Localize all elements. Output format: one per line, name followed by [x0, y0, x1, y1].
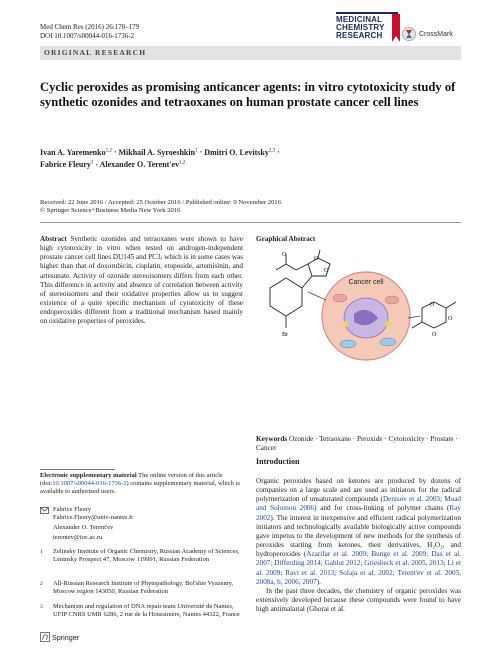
copyright-line: © Springer Science+Business Media New York 2016 [40, 207, 181, 215]
citation-link[interactable]: Moad and Solomon 2006 [256, 495, 461, 513]
atom-label: O [282, 252, 287, 258]
atom-label: O [324, 268, 329, 274]
footnote-rule [40, 469, 115, 470]
abstract-label: Abstract [40, 235, 67, 243]
atom-label: O [430, 302, 435, 308]
article-title: Cyclic peroxides as promising anticancer agents: in vitro cytotoxicity study of synthetic ozonides and tetraoxanes on human prostate cancer cell lines [40, 80, 456, 109]
author[interactable]: Mikhail A. Syroeshkin$^1$ [118, 147, 198, 157]
contact-email[interactable]: Fabrice.Fleury@univ-nantes.fr [53, 514, 134, 521]
contact-name: Fabrice Fleury [53, 506, 92, 513]
journal-citation [40, 23, 139, 41]
contact-email[interactable]: terentev@ioc.ac.ru [53, 534, 103, 541]
doi-link[interactable]: 10.1007/s00044-016-1736-2 [52, 480, 127, 487]
logo-line-3: RESEARCH [336, 31, 383, 40]
contact-name: Alexander O. Terent'ev [53, 524, 114, 531]
ozonide-structure [270, 250, 330, 328]
journal-line: Med Chem Res (2016) 26:170–179 [40, 23, 140, 31]
publisher-mark [40, 632, 79, 642]
supplementary-note: Electronic supplementary material The online version of this article (doi:10.1007/s00044-016-1736-2) contains supplementary material, which is available to authorized users. [40, 472, 240, 495]
author[interactable]: Ivan A. Yaremenko$^{1,2}$ [40, 147, 112, 157]
crossmark-badge[interactable] [402, 27, 453, 41]
atom-label: O [432, 332, 437, 338]
divider [40, 222, 461, 223]
abstract [40, 235, 243, 327]
publisher-name: Springer [52, 632, 80, 642]
author[interactable]: Fabrice Fleury$^3$ [40, 160, 94, 170]
introduction-text: Organic peroxides based on ketones are produced by dozens of companies on a large scale and are used as initiators for the radical polymerization of unsaturated compounds (Denisov et al. 2003; Moad and Solomon 2006) and for cross-linking of polymer chains (Ray 2002). The interest in inexpensive and efficient radical polymerization initiators and technologically available biologically active compounds gave impetus to the development of new methods for the synthesis of peroxides starting from ketones, their derivatives, H₂O₂, and hydroperoxides (Azarifar et al. 2009; Bunge et al. 2009; Das et al. 2007; Differding 2014; Gahlot 2012; Griesbeck et al. 2005, 2013; Li et al. 2009; Ravi et al. 2013; Solaja et al. 2002; Terent'ev et al. 2005, 2008a, b, 2006, 2007). In the past three decades, the chemistry of organic peroxides was extensively developed because these compounds were found to have high antimalarial (Ghorai et al. [256, 477, 461, 614]
graphical-abstract-label: Graphical Abstract [256, 235, 316, 243]
citation-link[interactable]: Azarifar et al. 2009; Bunge et al. 2009; Das et al. 2007; Differding 2014; Gahlot 2012; Griesbeck et al. 2005, 2013; Li et al. 2009; Ravi et al. 2013; Solaja et al. 2002; Terent'ev et al. 2005, 2008a, b, 2006, 2007 [256, 550, 461, 586]
author-list: Ivan A. Yaremenko$^{1,2}$ · Mikhail A. Syroeshkin$^1$ · Dmitri O. Levitsky$^{2,3}$ · Fabrice Fleury$^3$ · Alexander O. Terent'ev$^{1,2}$ [40, 147, 280, 170]
keywords-label: Keywords [256, 435, 288, 443]
logo-line-1: MEDICINAL [336, 15, 383, 24]
section-label: ORIGINAL RESEARCH [44, 48, 147, 57]
crossmark-icon [402, 27, 416, 41]
history-line: Received: 22 June 2016 / Accepted: 25 October 2016 / Published online: 9 November 2016 [40, 199, 281, 206]
cell-label: Cancer cell [348, 279, 384, 286]
journal-logo [336, 16, 400, 40]
atom-label: Br [282, 332, 288, 338]
doi-line: DOI 10.1007/s00044-016-1736-2 [40, 32, 135, 40]
springer-horse-icon [40, 632, 50, 642]
abstract-text: Synthetic ozonides and tetraoxanes were shown to have high cytotoxicity in vitro when tested on androgen-independent prostate cancer cell lines DU145 and PC3, which is in some cases was higher than that of doxorubicin, cisplatin, etoposide, artemisinin, and artesunate. Activity of ozonide stereoisomers differs from each other. This difference in activity and absence of correlation between activity of stereoisomers and their oxidative properties allow us to suggest existence of a quite specific mechanism of cytotoxicity of these endoperoxides different from a traditional mechanism based mainly on oxidative properties of peroxides. [40, 235, 244, 326]
keywords-list: Ozonide · Tetraoxane · Peroxide · Cytotoxicity · Prostate · Cancer [256, 435, 458, 453]
logo-line-2: CHEMISTRY [336, 23, 385, 32]
citation-link[interactable]: Denisov et al. 2003 [382, 495, 441, 504]
article-dates [40, 199, 460, 216]
logo-bar [336, 12, 398, 14]
supplementary-label: Electronic supplementary material [40, 472, 137, 479]
author[interactable]: Dmitri O. Levitsky$^{2,3}$ [204, 147, 276, 157]
intro-paragraph-2: In the past three decades, the chemistry of organic peroxides was extensively developed because these compounds were found to have high antimalarial (Ghorai et al. [256, 586, 461, 614]
atom-label: O [448, 316, 453, 322]
author[interactable]: Alexander O. Terent'ev$^{1,2}$ [99, 160, 186, 170]
graphical-abstract-figure[interactable] [256, 248, 461, 420]
crossmark-label: CrossMark [419, 30, 453, 38]
envelope-icon [40, 507, 49, 514]
atom-label: O [314, 256, 319, 262]
logo-flag-icon [392, 14, 400, 42]
contact-block [40, 506, 243, 542]
introduction-heading: Introduction [256, 457, 300, 466]
keywords [256, 435, 461, 453]
citation-link[interactable]: Ray 2002 [256, 504, 461, 522]
cancer-cell-illustration [322, 272, 410, 360]
